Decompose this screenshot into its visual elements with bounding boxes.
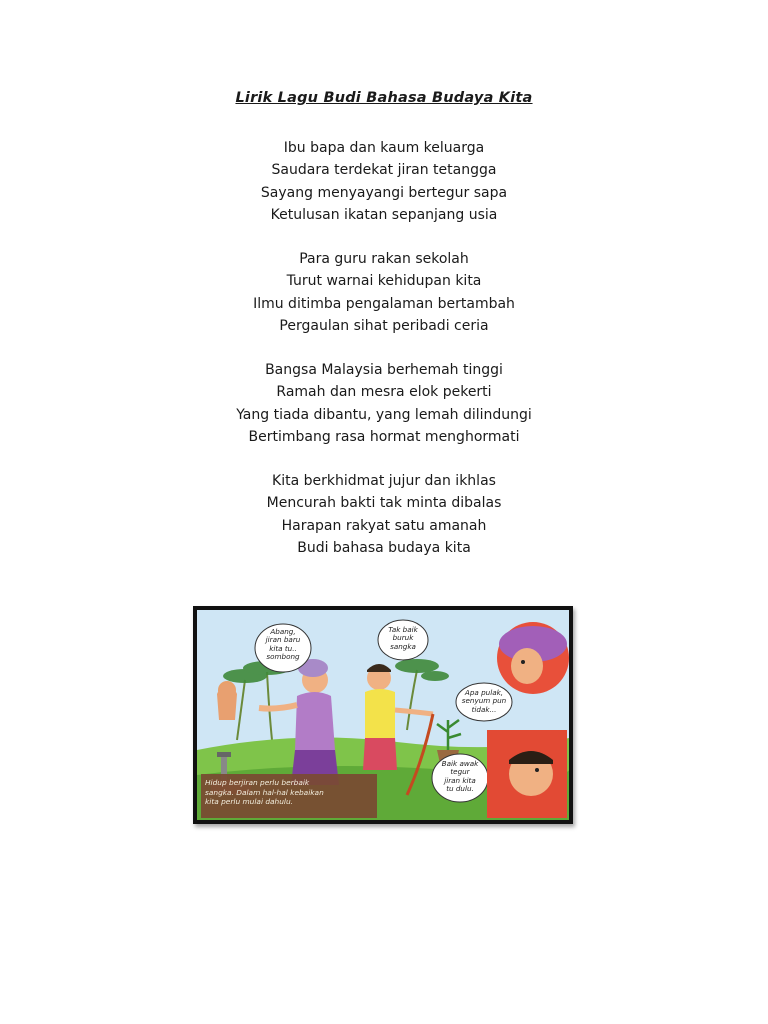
- neighbour-figure: [217, 681, 237, 720]
- lyric-line: Ilmu ditimba pengalaman bertambah: [253, 295, 515, 312]
- lyric-line: Budi bahasa budaya kita: [297, 539, 471, 556]
- lyric-line: Sayang menyayangi bertegur sapa: [260, 184, 508, 201]
- inset-man-closeup: [487, 730, 567, 818]
- lyric-line: Ramah dan mesra elok pekerti: [276, 384, 492, 401]
- bubble-text-tak-baik: Tak baik buruk sangka: [388, 625, 418, 651]
- song-title: Lirik Lagu Budi Bahasa Budaya Kita: [235, 90, 533, 106]
- lyric-line: Ibu bapa dan kaum keluarga: [283, 140, 485, 156]
- lyric-line: Harapan rakyat satu amanah: [281, 517, 487, 534]
- bubble-text-abang: Abang, jiran baru kita tu.. sombong: [265, 627, 301, 662]
- stanza-2: [0, 248, 768, 337]
- lyric-line: Mencurah bakti tak minta dibalas: [266, 495, 502, 512]
- lyric-line: Saudara terdekat jiran tetangga: [271, 162, 497, 179]
- inset-woman-closeup: [497, 622, 569, 694]
- stanza-1: [0, 137, 768, 226]
- bubble-text-apa-pulak: Apa pulak, senyum pun tidak...: [461, 688, 507, 714]
- lyric-line: Para guru rakan sekolah: [299, 251, 469, 267]
- lyric-line: Turut warnai kehidupan kita: [286, 273, 482, 290]
- lyric-line: Bangsa Malaysia berhemah tinggi: [265, 362, 503, 378]
- lyric-line: Bertimbang rasa hormat menghormati: [248, 428, 520, 445]
- lyric-line: Ketulusan ikatan sepanjang usia: [270, 206, 498, 223]
- bubble-text-baik-awak: Baik awak tegur jiran kita tu dulu.: [441, 759, 479, 794]
- stanza-4: [0, 470, 768, 559]
- lyric-line: Pergaulan sihat peribadi ceria: [279, 317, 489, 334]
- lyric-line: Kita berkhidmat jujur dan ikhlas: [272, 473, 496, 489]
- stanza-3: [0, 359, 768, 448]
- comic-illustration: [193, 606, 573, 824]
- comic-caption: Hidup berjiran perlu berbaik sangka. Dalam hal-hal kebaikan kita perlu mulai dahulu.: [205, 778, 324, 807]
- lyric-line: Yang tiada dibantu, yang lemah dilindungi: [236, 406, 532, 423]
